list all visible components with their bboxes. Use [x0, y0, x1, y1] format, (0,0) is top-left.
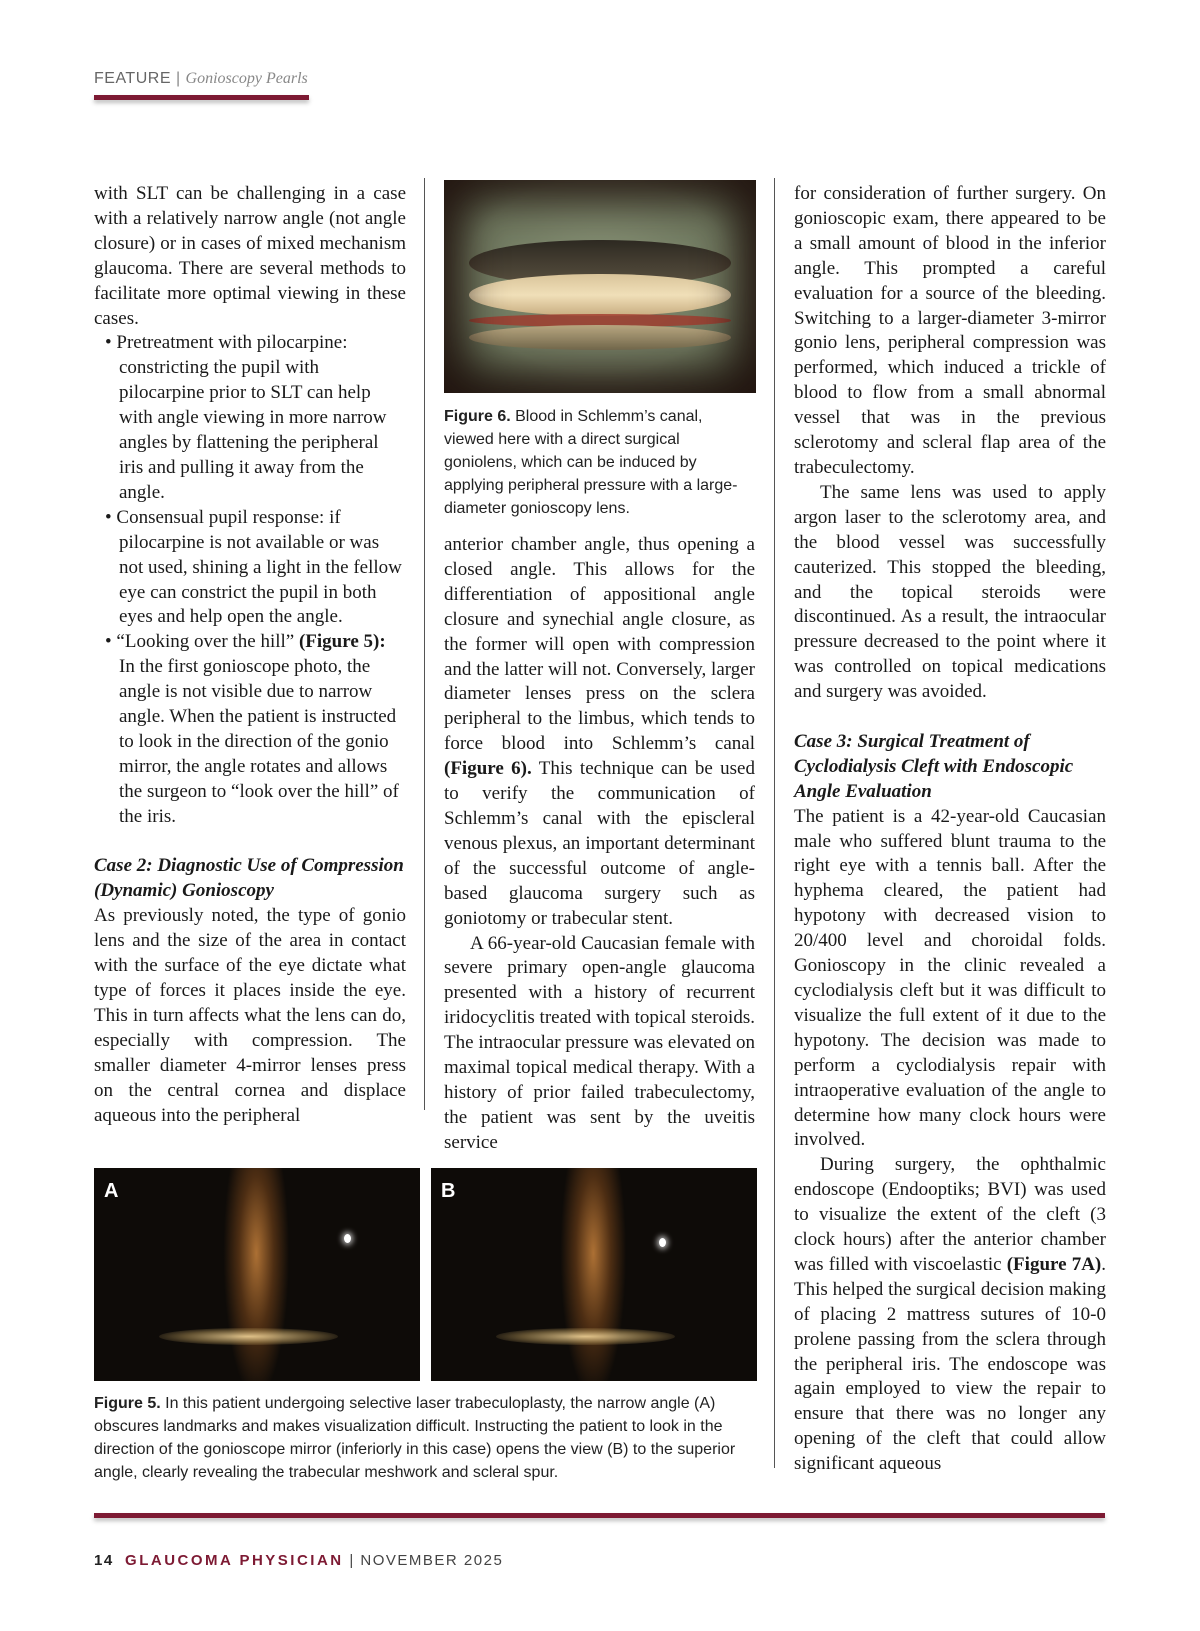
- caption-text: In this patient undergoing selective laser trabeculoplasty, the narrow angle (A) obscures landmarks and makes visualization difficult. Instructing the patient to look in the direction of the gonioscope mirror (inferiorly in this case) opens the view (B) to the superior angle, clearly revealing the trabecular meshwork and scleral spur.: [94, 1395, 736, 1481]
- page-number: 14: [94, 1552, 114, 1569]
- figure-reference: (Figure 7A): [1006, 1253, 1102, 1275]
- case-2-heading: Case 2: Diagnostic Use of Compression (Dynamic) Gonioscopy: [94, 855, 404, 902]
- paragraph: [794, 1153, 1106, 1477]
- paragraph: with SLT can be challenging in a case with a relatively narrow angle (not angle closure) or in cases of mixed mechanism glaucoma. There are several methods to facilitate more optimal viewing in these cases.: [94, 183, 406, 329]
- column-2: [444, 533, 755, 1156]
- paragraph: The same lens was used to apply argon laser to the sclerotomy area, and the blood vessel was successfully cauterized. This stopped the bleeding, and the topical steroids were discontinued. As a result, the intraocular pressure decreased to the point where it was controlled on topical medications and surgery was avoided.: [794, 481, 1106, 703]
- figure-5b-image: [431, 1168, 757, 1381]
- figure-reference: (Figure 5):: [298, 631, 386, 653]
- panel-label-b: B: [441, 1180, 456, 1202]
- bullet-looking-over-hill: [94, 630, 406, 829]
- column-1: [94, 182, 406, 1128]
- figure-6-label: Figure 6.: [444, 408, 511, 425]
- figure-5a-image: [94, 1168, 420, 1381]
- case-3-heading: Case 3: Surgical Treatment of Cyclodialysis Cleft with Endoscopic Angle Evaluation: [794, 730, 1074, 802]
- section-title: Gonioscopy Pearls: [185, 70, 308, 87]
- running-header: [94, 70, 308, 88]
- paragraph-text: . This helped the surgical decision making of placing 2 mattress sutures of 10-0 prolene passing from the sclera through the peripheral iris. The endoscope was again employed to view the repair to ensure that there was no longer any opening of the cleft that could allow significant aqueous: [794, 1253, 1107, 1475]
- figure-reference: (Figure 6).: [444, 758, 532, 780]
- paragraph: for consideration of further surgery. On gonioscopic exam, there appeared to be a small amount of blood in the inferior angle. This prompted a careful evaluation for a source of the bleeding. Switching to a larger-diameter 3-mirror gonio lens, peripheral compression was performed, which induced a trickle of blood to flow from a small abnormal vessel that was in the previous sclerotomy and scleral flap area of the trabeculectomy.: [794, 183, 1106, 478]
- footer-separator: |: [349, 1552, 355, 1569]
- column-3: [794, 182, 1106, 1477]
- paragraph-text: anterior chamber angle, thus opening a closed angle. This allows for the differentiation of appositional angle closure and synechial angle closure, as the former will open with compression and the latter will not. Conversely, larger diameter lenses press on the sclera peripheral to the limbus, which tends to force blood into Schlemm’s canal: [444, 534, 755, 755]
- paragraph: As previously noted, the type of gonio lens and the size of the area in contact with the surface of the eye dictate what type of forces it places inside the eye. This in turn affects what the lens can do, especially with compression. The smaller diameter 4-mirror lenses press on the central cornea and displace aqueous into the peripheral: [94, 905, 406, 1126]
- column-divider: [424, 178, 425, 1110]
- figure-6-caption: [444, 405, 749, 520]
- panel-label-a: A: [104, 1180, 119, 1202]
- paragraph: A 66-year-old Caucasian female with severe primary open-angle glaucoma presented with a history of recurrent iridocyclitis treated with topical steroids. The intraocular pressure was elevated on maximal topical medical therapy. With a history of prior failed trabeculectomy, the patient was sent by the uveitis service: [444, 932, 755, 1153]
- figure-5-label: Figure 5.: [94, 1395, 161, 1412]
- bullet-consensual: • Consensual pupil response: if pilocarpine is not available or was not used, shining a light in the fellow eye can constrict the pupil in both eyes and help open the angle.: [105, 506, 402, 628]
- paragraph: The patient is a 42-year-old Caucasian male who suffered blunt trauma to the right eye with a tennis ball. After the hyphema cleared, the patient had hypotony with decreased vision to 20/400 level and choroidal folds. Gonioscopy in the clinic revealed a cyclodialysis cleft but it was difficult to visualize the full extent of it due to the hypotony. The decision was made to perform a cyclodialysis repair with intraoperative evaluation of the angle to determine how many clock hours were involved.: [794, 805, 1106, 1151]
- bullet-text: • “Looking over the hill”: [105, 631, 299, 653]
- header-separator: |: [175, 70, 181, 87]
- paragraph: [444, 533, 755, 932]
- paragraph-text: This technique can be used to verify the communication of Schlemm’s canal with the episcleral venous plexus, an important determinant of the successful outcome of angle-based glaucoma surgery such as goniotomy or trabecular stent.: [444, 758, 755, 929]
- caption-text: Blood in Schlemm’s canal, viewed here with a direct surgical goniolens, which can be induced by applying peripheral pressure with a large-diameter gonioscopy lens.: [444, 408, 738, 517]
- figure-6-image: [444, 180, 756, 393]
- section-label: FEATURE: [94, 70, 171, 87]
- paragraph-text: During surgery, the ophthalmic endoscope (Endooptiks; BVI) was used to visualize the extent of the cleft (3 clock hours) after the anterior chamber was filled with viscoelastic: [794, 1154, 1106, 1275]
- footer: [94, 1552, 503, 1569]
- publication-name: GLAUCOMA PHYSICIAN: [125, 1552, 344, 1569]
- issue-date: NOVEMBER 2025: [360, 1552, 504, 1569]
- bullet-pilocarpine: • Pretreatment with pilocarpine: constricting the pupil with pilocarpine prior to SLT can help with angle viewing in more narrow angles by flattening the peripheral iris and pulling it away from the angle.: [105, 332, 387, 503]
- figure-5-caption: [94, 1392, 754, 1484]
- footer-rule: [94, 1513, 1105, 1518]
- bullet-text: In the first gonioscope photo, the angle is not visible due to narrow angle. When the patient is instructed to look in the direction of the gonio mirror, the angle rotates and allows the surgeon to “look over the hill” of the iris.: [119, 656, 399, 827]
- header-rule: [94, 95, 309, 100]
- column-divider: [774, 178, 775, 1468]
